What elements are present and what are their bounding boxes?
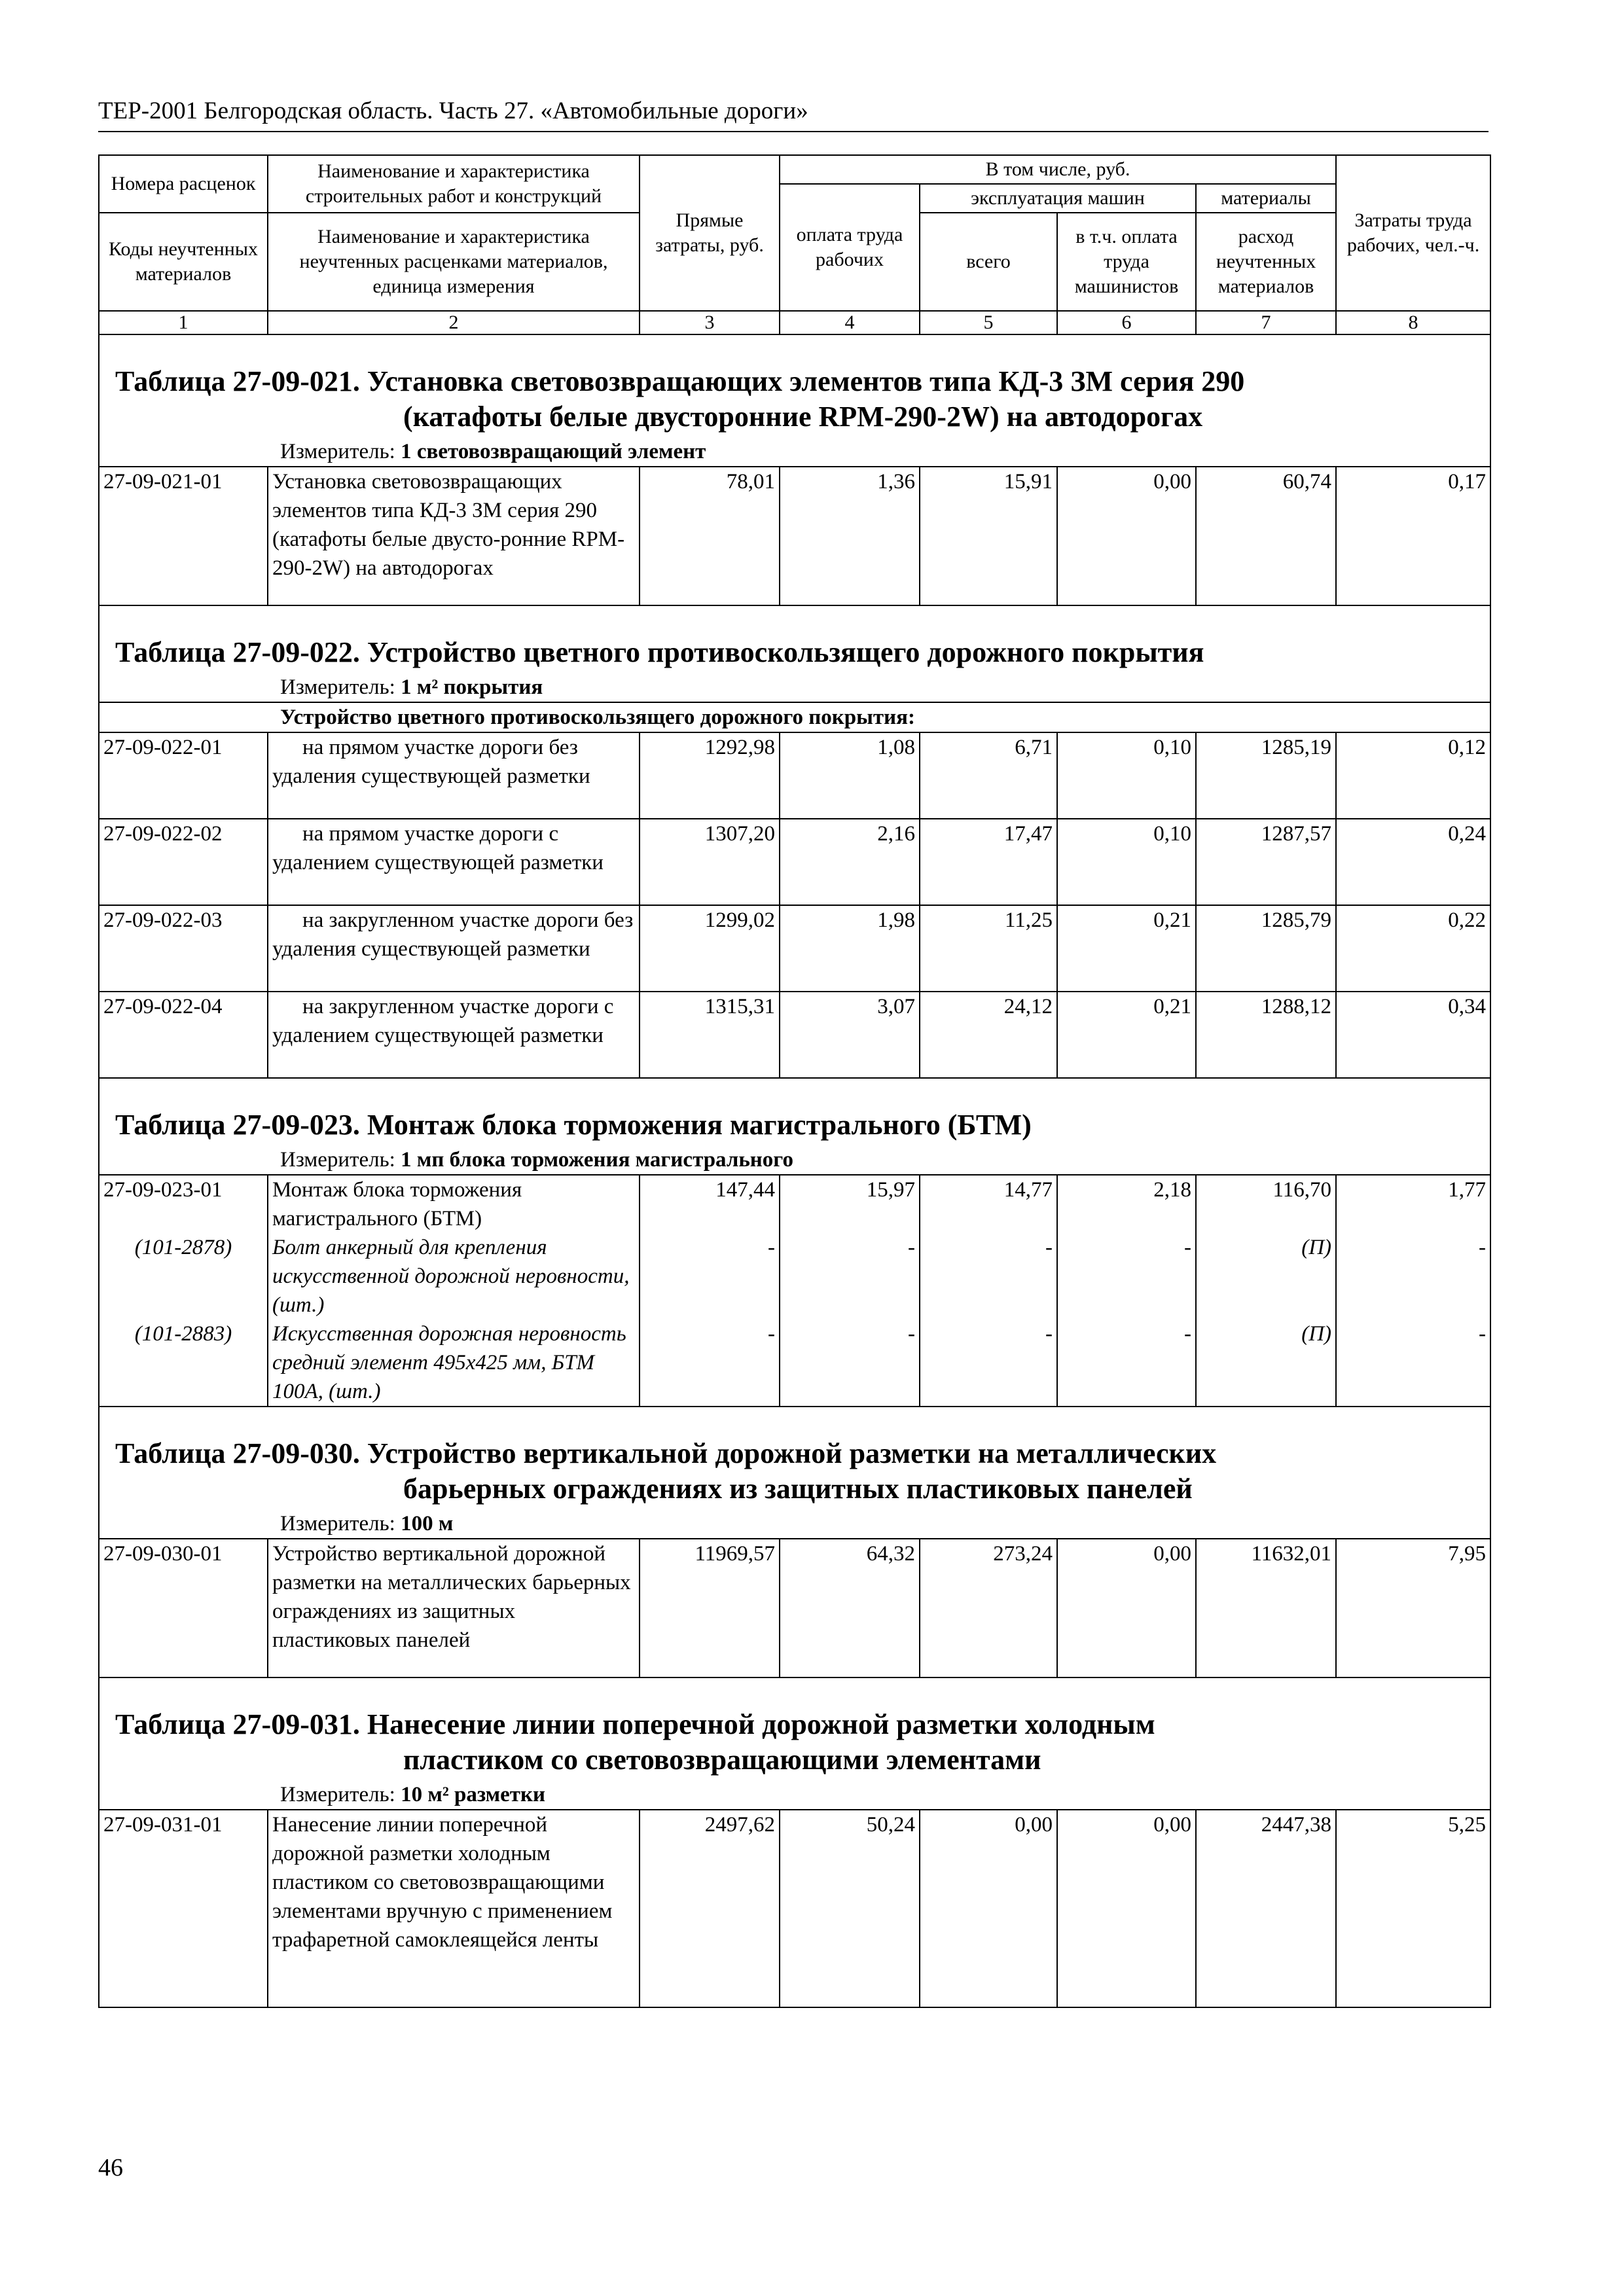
- unit-of-measure: [99, 1780, 1490, 1810]
- col7-header: расход неучтенных материалов: [1196, 213, 1336, 311]
- labor-hours: -: [1336, 1233, 1490, 1319]
- section-title: [99, 1677, 1490, 1780]
- section-title: [99, 605, 1490, 673]
- materials-cost: 1285,79: [1196, 905, 1336, 992]
- rate-code: 27-09-021-01: [99, 467, 268, 605]
- col6-header: в т.ч. оплата труда машинистов: [1057, 213, 1196, 311]
- unit-label: Измеритель:: [280, 1783, 395, 1806]
- section-title-line1: Таблица 27-09-031. Нанесение линии поперечной дорожной разметки холодным: [115, 1708, 1155, 1740]
- machine-total: -: [920, 1319, 1057, 1407]
- materials-header: материалы: [1196, 184, 1336, 213]
- rate-name: Установка световозвращающих элементов типа КД-3 ЗМ серия 290 (катафоты белые двусто-ронние RPM-290-2W) на автодорогах: [268, 467, 640, 605]
- unit-value: 1 м² покрытия: [401, 675, 543, 699]
- labor-hours: 0,12: [1336, 732, 1490, 819]
- table-row: [99, 1810, 1490, 2007]
- labor-pay: 1,08: [780, 732, 920, 819]
- price-table: [98, 154, 1491, 2008]
- rate-name: [268, 905, 640, 992]
- column-number: 7: [1196, 311, 1336, 334]
- section-title-line1: Таблица 27-09-021. Установка световозвращающих элементов типа КД-3 ЗМ серия 290: [115, 365, 1245, 397]
- direct-costs: 147,44: [640, 1175, 780, 1233]
- section-title: [99, 334, 1490, 437]
- section-title-line1: Таблица 27-09-022. Устройство цветного противоскользящего дорожного покрытия: [115, 636, 1204, 668]
- materials-cost: 1285,19: [1196, 732, 1336, 819]
- unit-of-measure: [99, 1509, 1490, 1539]
- unit-value: 1 световозвращающий элемент: [401, 440, 706, 463]
- section-title-line2: пластиком со световозвращающими элементами: [403, 1744, 1041, 1776]
- section-27-09-030: [99, 1407, 1490, 1677]
- material-code: (101-2883): [99, 1319, 268, 1407]
- materials-cost: (П): [1196, 1319, 1336, 1407]
- machinist-pay: 0,10: [1057, 732, 1196, 819]
- unit-value: 1 мп блока торможения магистрального: [401, 1148, 793, 1172]
- direct-costs: 1315,31: [640, 992, 780, 1078]
- labor-pay: 1,36: [780, 467, 920, 605]
- page-number: 46: [98, 2154, 123, 2181]
- material-code: (101-2878): [99, 1233, 268, 1319]
- unit-of-measure: [99, 437, 1490, 467]
- labor-hours: 0,34: [1336, 992, 1490, 1078]
- machinist-pay: 0,00: [1057, 1810, 1196, 2007]
- rate-code: 27-09-022-02: [99, 819, 268, 905]
- unit-label: Измеритель:: [280, 1512, 395, 1535]
- rate-name-text: на закругленном участке дороги без удаления существующей разметки: [272, 908, 634, 961]
- rate-name-text: на прямом участке дороги без удаления существующей разметки: [272, 736, 590, 788]
- labor-hours: 0,24: [1336, 819, 1490, 905]
- unit-label: Измеритель:: [280, 440, 395, 463]
- rate-name: [268, 732, 640, 819]
- labor-hours: 7,95: [1336, 1539, 1490, 1677]
- machine-total: 14,77: [920, 1175, 1057, 1233]
- column-number: 3: [640, 311, 780, 334]
- materials-cost: 60,74: [1196, 467, 1336, 605]
- section-title-line2: барьерных ограждениях из защитных пластиковых панелей: [403, 1473, 1193, 1505]
- table-row: [99, 992, 1490, 1078]
- col2-top-header: Наименование и характеристика строительных работ и конструкций: [268, 155, 640, 213]
- section-27-09-031: [99, 1677, 1490, 2007]
- machinist-pay: -: [1057, 1319, 1196, 1407]
- unit-of-measure: [99, 673, 1490, 702]
- group-header: В том числе, руб.: [780, 155, 1336, 184]
- section-title: [99, 1407, 1490, 1509]
- material-row: [99, 1319, 1490, 1407]
- labor-pay: 50,24: [780, 1810, 920, 2007]
- unit-label: Измеритель:: [280, 675, 395, 699]
- col4-header: оплата труда рабочих: [780, 184, 920, 311]
- rate-code: 27-09-022-03: [99, 905, 268, 992]
- machine-total: 273,24: [920, 1539, 1057, 1677]
- rate-name-text: на закругленном участке дороги с удалением существующей разметки: [272, 995, 614, 1047]
- labor-hours: -: [1336, 1319, 1490, 1407]
- table-row: [99, 819, 1490, 905]
- materials-cost: 116,70: [1196, 1175, 1336, 1233]
- material-name: Болт анкерный для крепления искусственной дорожной неровности, (шт.): [268, 1233, 640, 1319]
- rate-code: 27-09-023-01: [99, 1175, 268, 1233]
- section-title-line1: Таблица 27-09-023. Монтаж блока торможения магистрального (БТМ): [115, 1109, 1032, 1141]
- section-title-line2: (катафоты белые двусторонние RPM-290-2W) на автодорогах: [403, 401, 1203, 433]
- machinist-pay: 0,00: [1057, 467, 1196, 605]
- machinist-pay: 0,10: [1057, 819, 1196, 905]
- direct-costs: 1299,02: [640, 905, 780, 992]
- column-numbers-row: [99, 311, 1490, 334]
- materials-cost: 2447,38: [1196, 1810, 1336, 2007]
- machines-header: эксплуатация машин: [920, 184, 1196, 213]
- table-row: [99, 905, 1490, 992]
- column-number: 5: [920, 311, 1057, 334]
- direct-costs: 11969,57: [640, 1539, 780, 1677]
- col3-header: Прямые затраты, руб.: [640, 155, 780, 311]
- section-title-line1: Таблица 27-09-030. Устройство вертикальной дорожной разметки на металлических: [115, 1437, 1217, 1469]
- direct-costs: -: [640, 1233, 780, 1319]
- rate-name: [268, 819, 640, 905]
- material-row: [99, 1233, 1490, 1319]
- table-header: [99, 155, 1490, 334]
- group-caption: Устройство цветного противоскользящего дорожного покрытия:: [99, 702, 1490, 732]
- direct-costs: 1307,20: [640, 819, 780, 905]
- rate-code: 27-09-022-04: [99, 992, 268, 1078]
- materials-cost: (П): [1196, 1233, 1336, 1319]
- header-rule: [98, 131, 1489, 132]
- col2-bottom-header: Наименование и характеристика неучтенных расценками материалов, единица измерения: [268, 213, 640, 311]
- column-number: 8: [1336, 311, 1490, 334]
- col8-header: Затраты труда рабочих, чел.-ч.: [1336, 155, 1490, 311]
- machinist-pay: 0,21: [1057, 905, 1196, 992]
- labor-hours: 0,22: [1336, 905, 1490, 992]
- machinist-pay: 0,00: [1057, 1539, 1196, 1677]
- column-number: 4: [780, 311, 920, 334]
- rate-code: 27-09-030-01: [99, 1539, 268, 1677]
- unit-value: 10 м² разметки: [401, 1783, 545, 1806]
- direct-costs: 78,01: [640, 467, 780, 605]
- column-number: 6: [1057, 311, 1196, 334]
- machinist-pay: 0,21: [1057, 992, 1196, 1078]
- labor-pay: 1,98: [780, 905, 920, 992]
- labor-pay: 64,32: [780, 1539, 920, 1677]
- section-27-09-022: [99, 605, 1490, 1078]
- rate-name: Монтаж блока торможения магистрального (БТМ): [268, 1175, 640, 1233]
- rate-name: [268, 992, 640, 1078]
- materials-cost: 11632,01: [1196, 1539, 1336, 1677]
- materials-cost: 1287,57: [1196, 819, 1336, 905]
- rate-code: 27-09-022-01: [99, 732, 268, 819]
- machine-total: -: [920, 1233, 1057, 1319]
- machine-total: 6,71: [920, 732, 1057, 819]
- rate-name-text: на прямом участке дороги с удалением существующей разметки: [272, 822, 604, 874]
- labor-pay: -: [780, 1319, 920, 1407]
- column-number: 2: [268, 311, 640, 334]
- table-row: [99, 467, 1490, 605]
- labor-pay: 15,97: [780, 1175, 920, 1233]
- col5-header: всего: [920, 213, 1057, 311]
- unit-of-measure: [99, 1145, 1490, 1175]
- unit-label: Измеритель:: [280, 1148, 395, 1172]
- unit-value: 100 м: [401, 1512, 454, 1535]
- section-27-09-023: [99, 1078, 1490, 1407]
- materials-cost: 1288,12: [1196, 992, 1336, 1078]
- rate-code: 27-09-031-01: [99, 1810, 268, 2007]
- direct-costs: 1292,98: [640, 732, 780, 819]
- table-row: [99, 1539, 1490, 1677]
- labor-pay: 2,16: [780, 819, 920, 905]
- labor-hours: 0,17: [1336, 467, 1490, 605]
- material-name: Искусственная дорожная неровность средний элемент 495х425 мм, БТМ 100А, (шт.): [268, 1319, 640, 1407]
- machine-total: 11,25: [920, 905, 1057, 992]
- rate-name: Нанесение линии поперечной дорожной разметки холодным пластиком со световозвращающими элементами вручную с применением трафаретной самоклеящейся ленты: [268, 1810, 640, 2007]
- machine-total: 17,47: [920, 819, 1057, 905]
- col1-bottom-header: Коды неучтенных материалов: [99, 213, 268, 311]
- section-27-09-021: [99, 334, 1490, 605]
- direct-costs: -: [640, 1319, 780, 1407]
- column-number: 1: [99, 311, 268, 334]
- labor-hours: 1,77: [1336, 1175, 1490, 1233]
- rate-name: Устройство вертикальной дорожной разметки на металлических барьерных ограждениях из защитных пластиковых панелей: [268, 1539, 640, 1677]
- section-title: [99, 1078, 1490, 1145]
- running-head: ТЕР-2001 Белгородская область. Часть 27. «Автомобильные дороги»: [98, 98, 808, 124]
- machine-total: 24,12: [920, 992, 1057, 1078]
- table-row: [99, 1175, 1490, 1233]
- direct-costs: 2497,62: [640, 1810, 780, 2007]
- machine-total: 15,91: [920, 467, 1057, 605]
- labor-pay: -: [780, 1233, 920, 1319]
- machine-total: 0,00: [920, 1810, 1057, 2007]
- col1-top-header: Номера расценок: [99, 155, 268, 213]
- labor-pay: 3,07: [780, 992, 920, 1078]
- machinist-pay: 2,18: [1057, 1175, 1196, 1233]
- table-row: [99, 732, 1490, 819]
- machinist-pay: -: [1057, 1233, 1196, 1319]
- labor-hours: 5,25: [1336, 1810, 1490, 2007]
